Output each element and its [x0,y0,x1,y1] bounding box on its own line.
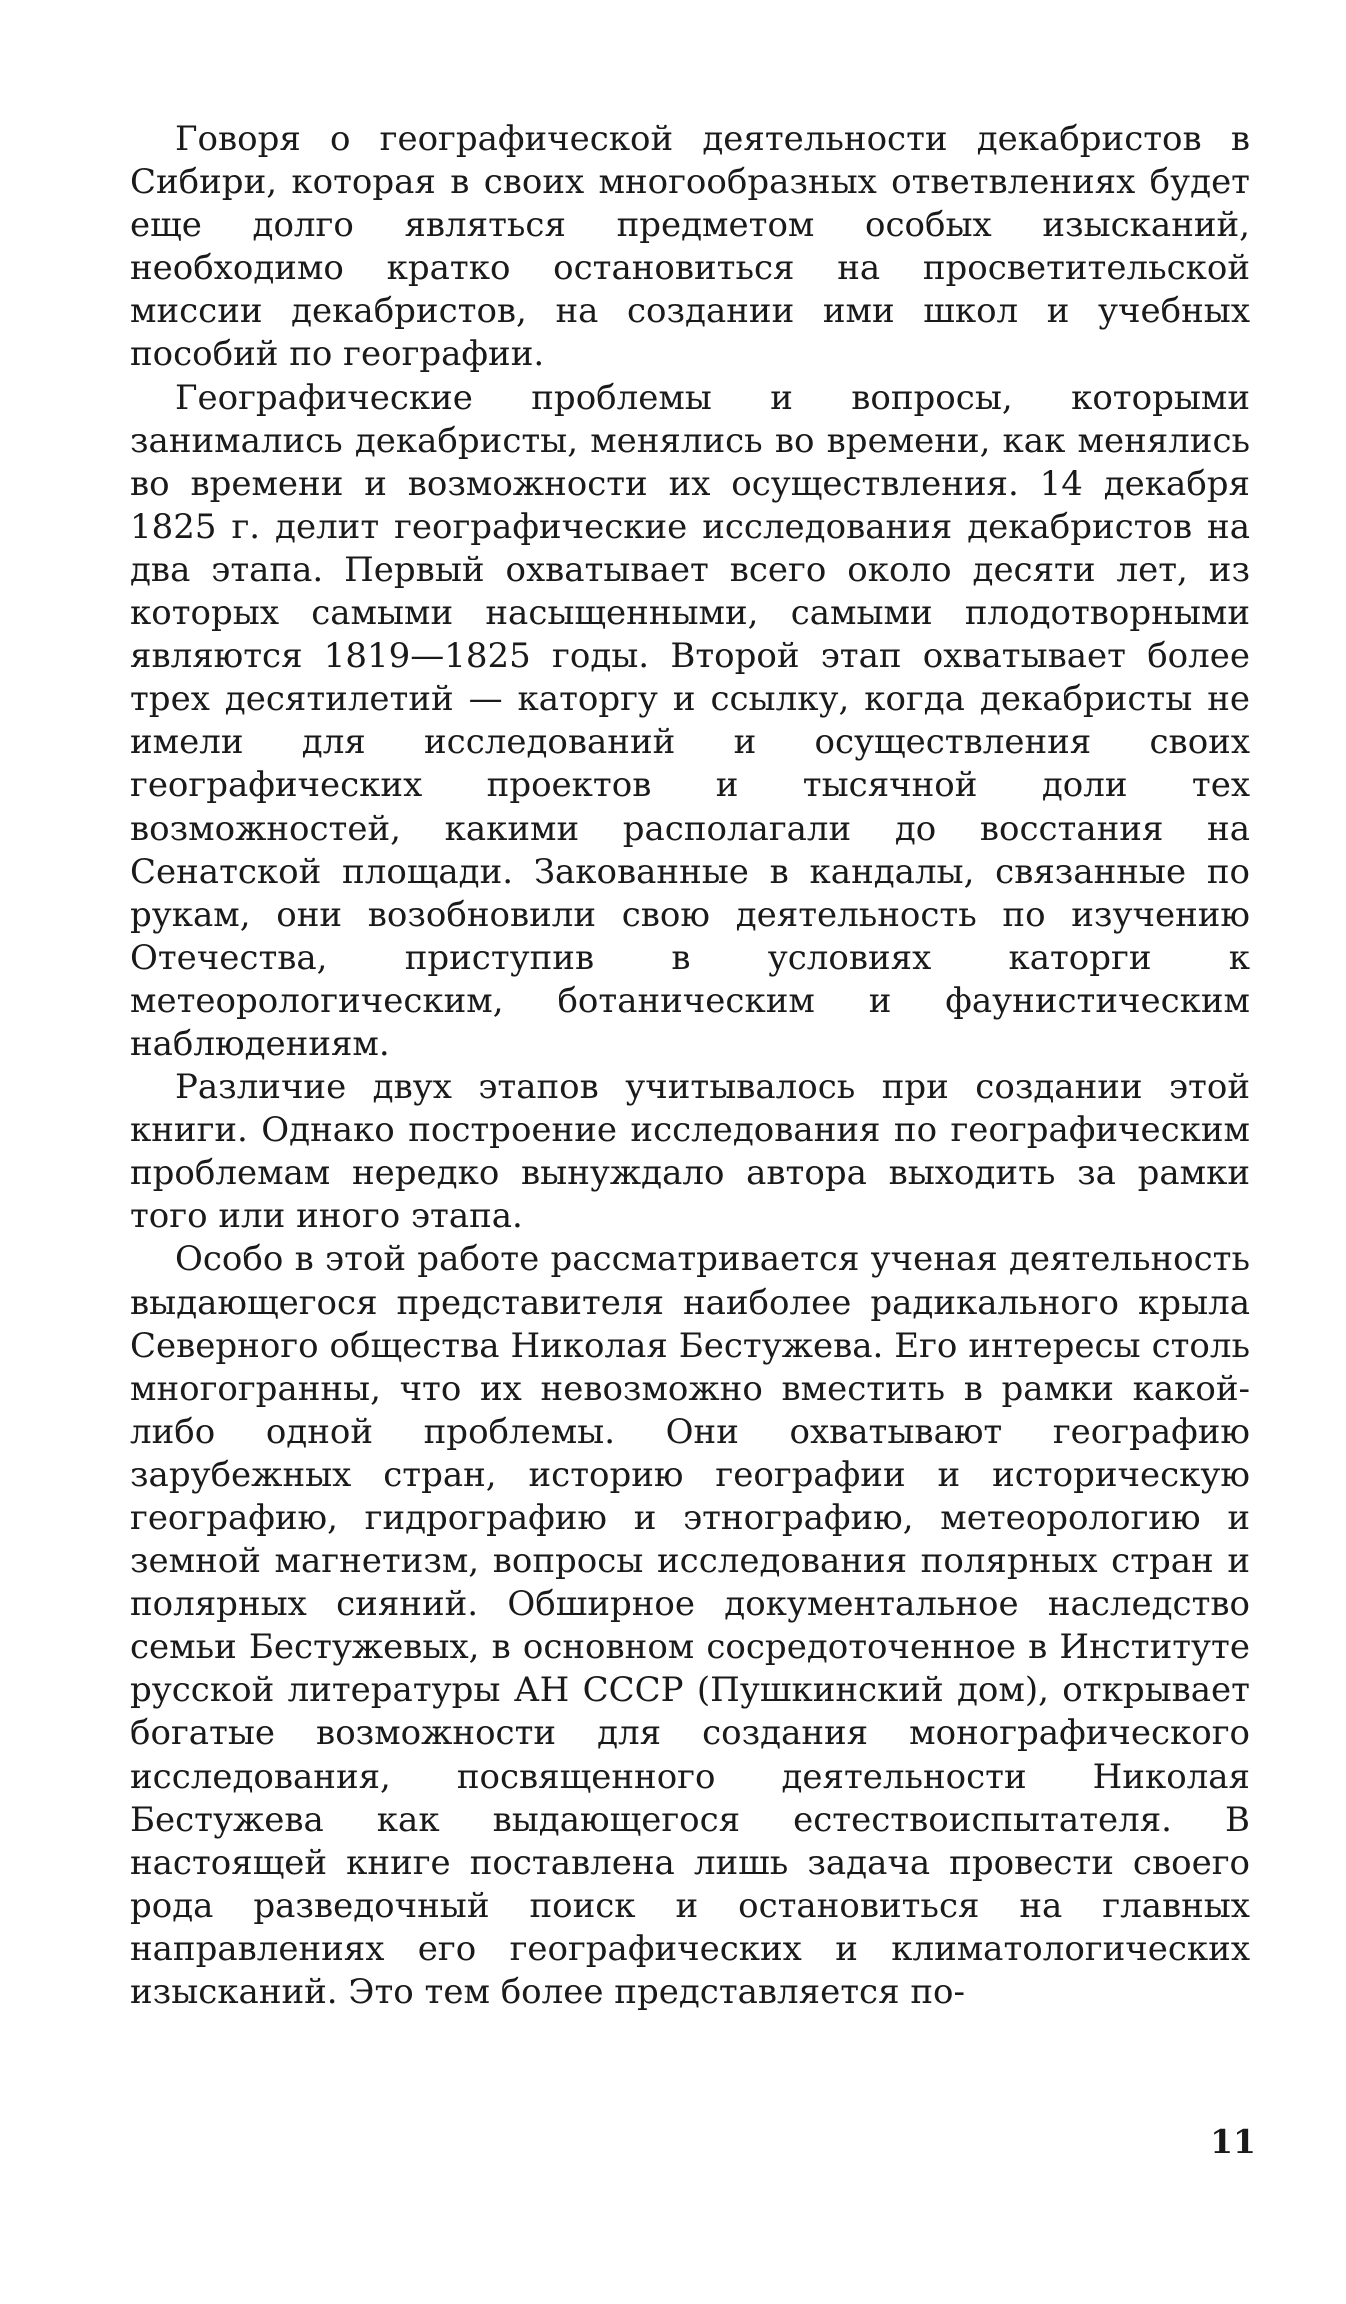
paragraph-1: Говоря о географической деятельности декабристов в Сибири, которая в своих многообразных ответвлениях будет еще долго являться предметом особых изысканий, необходимо кратко остановиться на просветительской миссии декабристов, на создании ими школ и учебных пособий по географии. [130,119,1250,375]
paragraph-2: Географические проблемы и вопросы, которыми занимались декабристы, менялись во времени, как менялись во времени и возможности их осуществления. 14 декабря 1825 г. делит географические исследования декабристов на два этапа. Первый охватывает всего около десяти лет, из которых самыми насыщенными, самыми плодотворными являются 1819—1825 годы. Второй этап охватывает более трех десятилетий — каторгу и ссылку, когда декабристы не имели для исследований и осуществления своих географических проектов и тысячной доли тех возможностей, какими располагали до восстания на Сенатской площади. Закованные в кандалы, связанные по рукам, они возобновили свою деятельность по изучению Отечества, приступив в условиях каторги к метеорологическим, ботаническим и фаунистическим наблюдениям. [130,377,1250,1064]
page-number: 11 [1210,2122,1256,2161]
page-body [130,118,1250,2014]
paragraph-4: Особо в этой работе рассматривается ученая деятельность выдающегося представителя наиболее радикального крыла Северного общества Николая Бестужева. Его интересы столь многогранны, что их невозможно вместить в рамки какой-либо одной проблемы. Они охватывают географию зарубежных стран, историю географии и историческую географию, гидрографию и этнографию, метеорологию и земной магнетизм, вопросы исследования полярных стран и полярных сияний. Обширное документальное наследство семьи Бестужевых, в основном сосредоточенное в Институте русской литературы АН СССР (Пушкинский дом), открывает богатые возможности для создания монографического исследования, посвященного деятельности Николая Бестужева как выдающегося естествоиспытателя. В настоящей книге поставлена лишь задача провести своего рода разведочный поиск и остановиться на главных направлениях его географических и климатологических изысканий. Это тем более представляется по- [130,1239,1250,2013]
paragraph-3: Различие двух этапов учитывалось при создании этой книги. Однако построение исследования по географическим проблемам нередко вынуждало автора выходить за рамки того или иного этапа. [130,1067,1250,1237]
